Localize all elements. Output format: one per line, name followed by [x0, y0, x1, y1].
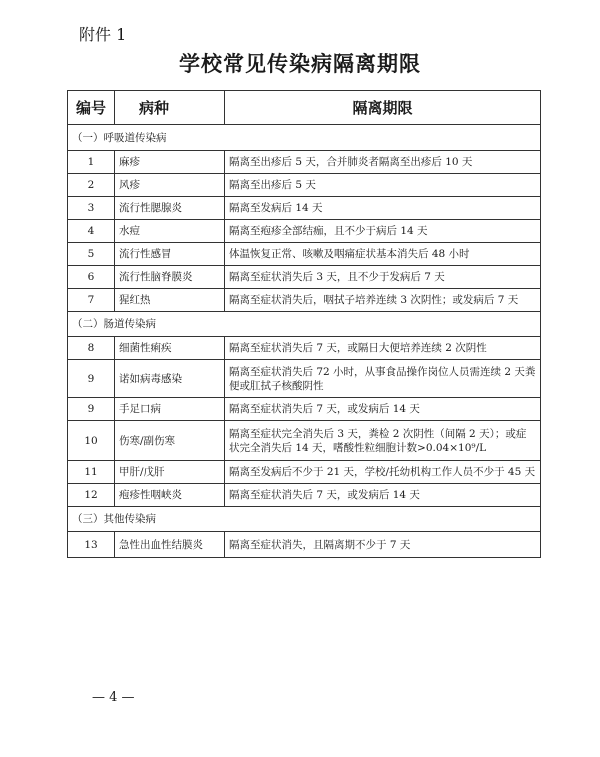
- isolation-period: 隔离至疱疹全部结痂，且不少于病后 14 天: [225, 220, 541, 243]
- header-period: 隔离期限: [225, 91, 541, 125]
- row-number: 12: [68, 484, 115, 507]
- isolation-period: 隔离至症状消失后 7 天，或隔日大便培养连续 2 次阴性: [225, 337, 541, 360]
- table-row: [68, 484, 541, 507]
- section-label: （一）呼吸道传染病: [68, 125, 541, 151]
- disease-name: 水痘: [115, 220, 225, 243]
- disease-name: 伤寒/副伤寒: [115, 421, 225, 461]
- disease-name: 手足口病: [115, 398, 225, 421]
- isolation-period: 隔离至症状消失后 7 天，或发病后 14 天: [225, 484, 541, 507]
- table-row: [68, 398, 541, 421]
- row-number: 6: [68, 266, 115, 289]
- disease-name: 急性出血性结膜炎: [115, 532, 225, 558]
- row-number: 7: [68, 289, 115, 312]
- isolation-period: 隔离至发病后 14 天: [225, 197, 541, 220]
- isolation-period: 隔离至症状消失后 3 天，且不少于发病后 7 天: [225, 266, 541, 289]
- disease-name: 流行性腮腺炎: [115, 197, 225, 220]
- table-row: [68, 220, 541, 243]
- disease-name: 麻疹: [115, 151, 225, 174]
- table-row: [68, 174, 541, 197]
- document-title: 学校常见传染病隔离期限: [179, 51, 421, 76]
- header-disease: 病种: [115, 91, 225, 125]
- section-label: （二）肠道传染病: [68, 312, 541, 337]
- section-row-respiratory: [68, 125, 541, 151]
- section-row-other: [68, 507, 541, 532]
- table-row: [68, 243, 541, 266]
- isolation-period: 隔离至症状消失后 7 天，或发病后 14 天: [225, 398, 541, 421]
- disease-name: 风疹: [115, 174, 225, 197]
- table-header-row: [68, 91, 541, 125]
- row-number: 5: [68, 243, 115, 266]
- table-row: [68, 337, 541, 360]
- table-row: [68, 532, 541, 558]
- disease-name: 猩红热: [115, 289, 225, 312]
- isolation-period: 隔离至出疹后 5 天，合并肺炎者隔离至出疹后 10 天: [225, 151, 541, 174]
- disease-name: 疱疹性咽峡炎: [115, 484, 225, 507]
- table-row: [68, 289, 541, 312]
- table-row: [68, 266, 541, 289]
- disease-name: 细菌性痢疾: [115, 337, 225, 360]
- row-number: 10: [68, 421, 115, 461]
- row-number: 4: [68, 220, 115, 243]
- isolation-period: 隔离至症状完全消失后 3 天，粪检 2 次阴性（间隔 2 天）；或症状完全消失后 14 天，嗜酸性粒细胞计数>0.04×10⁹/L: [225, 421, 541, 461]
- table-row: [68, 461, 541, 484]
- row-number: 11: [68, 461, 115, 484]
- table-row: [68, 421, 541, 461]
- row-number: 8: [68, 337, 115, 360]
- isolation-period: 隔离至症状消失后，咽拭子培养连续 3 次阴性；或发病后 7 天: [225, 289, 541, 312]
- disease-name: 甲肝/戊肝: [115, 461, 225, 484]
- disease-name: 流行性感冒: [115, 243, 225, 266]
- table-row: [68, 360, 541, 398]
- isolation-period: 隔离至症状消失后 72 小时，从事食品操作岗位人员需连续 2 天粪便或肛拭子核酸阴性: [225, 360, 541, 398]
- table-row: [68, 197, 541, 220]
- isolation-period: 体温恢复正常、咳嗽及咽痛症状基本消失后 48 小时: [225, 243, 541, 266]
- isolation-period: 隔离至出疹后 5 天: [225, 174, 541, 197]
- section-label: （三）其他传染病: [68, 507, 541, 532]
- row-number: 3: [68, 197, 115, 220]
- isolation-period-table: [67, 90, 541, 558]
- table-row: [68, 151, 541, 174]
- row-number: 13: [68, 532, 115, 558]
- row-number: 9: [68, 360, 115, 398]
- row-number: 9: [68, 398, 115, 421]
- isolation-period: 隔离至症状消失，且隔离期不少于 7 天: [225, 532, 541, 558]
- section-row-intestinal: [68, 312, 541, 337]
- isolation-period: 隔离至发病后不少于 21 天，学校/托幼机构工作人员不少于 45 天: [225, 461, 541, 484]
- disease-name: 诺如病毒感染: [115, 360, 225, 398]
- row-number: 2: [68, 174, 115, 197]
- page-number: — 4 —: [92, 690, 135, 705]
- attachment-label: 附件 1: [79, 25, 127, 44]
- disease-name: 流行性脑脊膜炎: [115, 266, 225, 289]
- row-number: 1: [68, 151, 115, 174]
- header-number: 编号: [68, 91, 115, 125]
